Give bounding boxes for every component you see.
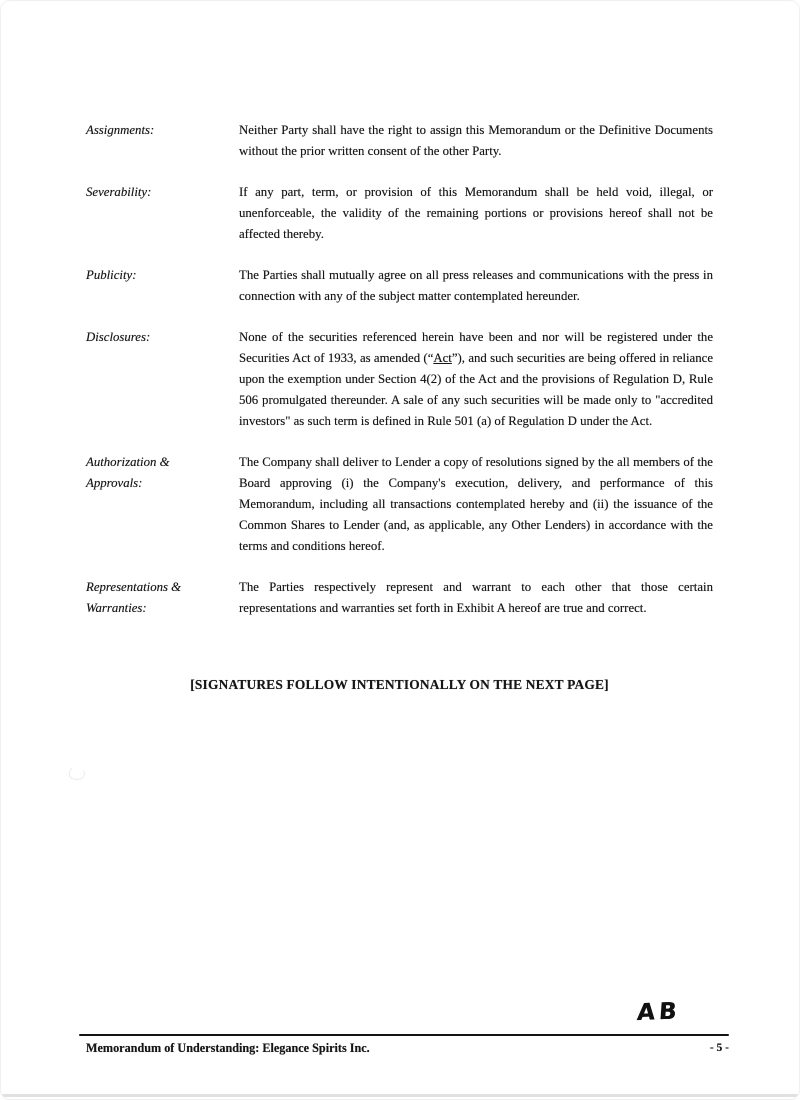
terms-sections xyxy=(86,120,713,619)
section-row xyxy=(86,182,713,245)
section-label: Severability: xyxy=(86,185,152,199)
section-row xyxy=(86,120,713,162)
footer-page-number: - 5 - xyxy=(709,1042,729,1054)
scan-smudge-artifact xyxy=(68,765,86,781)
signature-notice: [SIGNATURES FOLLOW INTENTIONALLY ON THE NEXT PAGE] xyxy=(190,677,609,692)
section-text: Neither Party shall have the right to assign this Memorandum or the Definitive Documents without the prior written consent of the other Party. xyxy=(239,123,713,158)
section-row xyxy=(86,265,713,307)
section-label: Assignments: xyxy=(86,123,155,137)
section-label: Representations & Warranties: xyxy=(86,580,182,615)
section-label: Disclosures: xyxy=(86,330,151,344)
section-text: The Parties shall mutually agree on all press releases and communications with the press in connection with any of the subject matter contemplated hereunder. xyxy=(239,268,713,303)
section-text: The Parties respectively represent and warrant to each other that those certain representations and warranties set forth in Exhibit A hereof are true and correct. xyxy=(239,580,713,615)
section-row xyxy=(86,452,713,557)
footer-document-title: Memorandum of Understanding: Elegance Spirits Inc. xyxy=(86,1041,370,1055)
footer-divider xyxy=(79,1034,729,1036)
section-row xyxy=(86,577,713,619)
section-text: The Company shall deliver to Lender a copy of resolutions signed by the all members of the Board approving (i) the Company's execution, delivery, and performance of this Memorandum, including all transactions contemplated hereby and (ii) the issuance of the Common Shares to Lender (and, as applicable, any Other Lenders) in accordance with the terms and conditions hereof. xyxy=(239,455,713,553)
section-row xyxy=(86,327,713,432)
section-label: Authorization & Approvals: xyxy=(86,455,170,490)
section-text: None of the securities referenced herein have been and nor will be registered under the Securities Act of 1933, as amended (“Act”), and such securities are being offered in reliance upon the exemption under Section 4(2) of the Act and the provisions of Regulation D, Rule 506 promulgated thereunder. A sale of any such securities will be made only to "accredited investors" as such term is defined in Rule 501 (a) of Regulation D under the Act. xyxy=(239,330,713,428)
document-body xyxy=(86,120,713,693)
section-text: If any part, term, or provision of this Memorandum shall be held void, illegal, or unenforceable, the validity of the remaining portions or provisions hereof shall not be affected thereby. xyxy=(239,185,713,241)
handwritten-initials: AB xyxy=(636,998,682,1027)
section-label: Publicity: xyxy=(86,268,137,282)
